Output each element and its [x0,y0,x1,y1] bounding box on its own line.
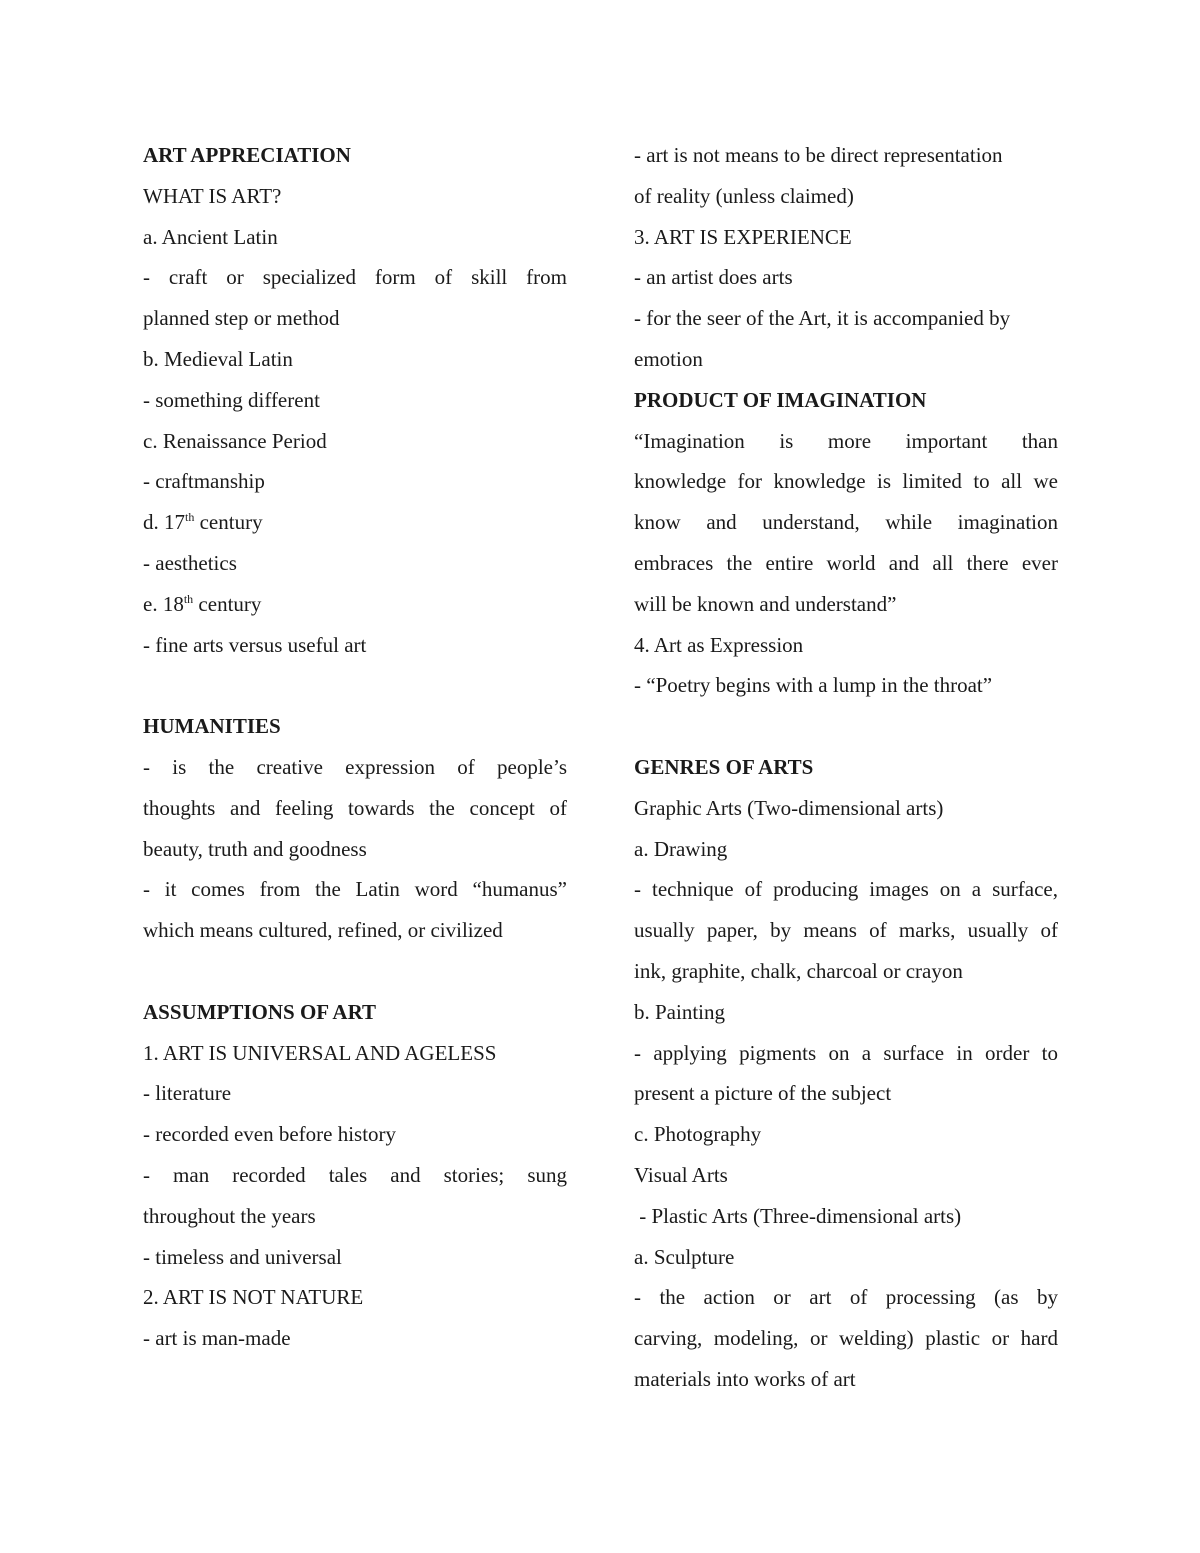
list-item-desc: usually paper, by means of marks, usually of [634,918,1058,943]
list-item: 4. Art as Expression [634,632,804,657]
quote-line: “Imagination is more important than [634,428,1058,453]
list-item-desc: - the action or art of processing (as by [634,1285,1058,1310]
section-heading: HUMANITIES [143,714,281,739]
list-item-desc: ink, graphite, chalk, charcoal or crayon [634,958,963,983]
list-item-desc: carving, modeling, or welding) plastic or hard [634,1326,1058,1351]
document-title: ART APPRECIATION [143,143,351,167]
list-item-desc: throughout the years [143,1203,316,1228]
list-item-text: century [194,510,263,535]
list-item-desc: - recorded even before history [143,1122,397,1147]
category-label: - Plastic Arts (Three-dimensional arts) [634,1203,962,1228]
spacer [634,706,1058,747]
list-item: a. Drawing [634,836,728,861]
left-column [143,135,567,1359]
list-item-desc: materials into works of art [634,1366,856,1391]
list-item: 3. ART IS EXPERIENCE [634,224,852,249]
superscript: th [185,510,195,525]
paragraph-line: - is the creative expression of people’s [143,754,567,779]
quote-line: embraces the entire world and all there ever [634,550,1058,575]
list-item-desc: - something different [143,387,320,412]
list-item-text: d. 17 [143,510,185,535]
paragraph-line: beauty, truth and goodness [143,836,367,861]
list-item: 1. ART IS UNIVERSAL AND AGELESS [143,1040,497,1065]
superscript: th [183,591,194,606]
list-item-desc: - fine arts versus useful art [143,632,367,657]
paragraph-line: thoughts and feeling towards the concept of [143,795,567,820]
list-item: c. Photography [634,1122,762,1147]
list-item-desc: - art is man-made [143,1326,291,1351]
list-item-desc: - for the seer of the Art, it is accompanied by [634,306,1011,331]
list-item-desc: - technique of producing images on a surface, [634,877,1058,902]
category-label: Visual Arts [634,1162,728,1187]
list-item-desc: - literature [143,1081,232,1106]
section-heading: GENRES OF ARTS [634,754,814,779]
list-item-desc: - “Poetry begins with a lump in the throat” [634,673,993,698]
section-heading: ASSUMPTIONS OF ART [143,999,377,1024]
list-item-desc: - applying pigments on a surface in order to [634,1040,1058,1065]
spacer [143,951,567,992]
list-item-desc: emotion [634,346,703,371]
list-item: b. Medieval Latin [143,346,293,371]
list-item [143,502,567,543]
list-item-desc: - craftmanship [143,469,265,494]
quote-line: will be known and understand” [634,591,897,616]
quote-line: know and understand, while imagination [634,510,1058,535]
list-item-desc: present a picture of the subject [634,1081,892,1106]
category-label: Graphic Arts (Two-dimensional arts) [634,795,944,820]
list-item-desc: - man recorded tales and stories; sung [143,1162,567,1187]
list-item-desc: - aesthetics [143,550,237,575]
section-subtitle: WHAT IS ART? [143,183,282,208]
list-item-desc: - art is not means to be direct representation [634,143,1003,167]
list-item: c. Renaissance Period [143,428,327,453]
list-item [143,584,567,625]
list-item: b. Painting [634,999,726,1024]
list-item: 2. ART IS NOT NATURE [143,1285,364,1310]
list-item: a. Sculpture [634,1244,735,1269]
list-item-desc: - craft or specialized form of skill from [143,265,567,290]
section-heading: PRODUCT OF IMAGINATION [634,387,927,412]
spacer [143,665,567,706]
list-item-desc: - timeless and universal [143,1244,342,1269]
right-column [634,135,1058,1400]
list-item: a. Ancient Latin [143,224,278,249]
quote-line: knowledge for knowledge is limited to all we [634,469,1058,494]
list-item-desc: of reality (unless claimed) [634,183,854,208]
paragraph-line: which means cultured, refined, or civilized [143,918,503,943]
list-item-desc: planned step or method [143,306,340,331]
list-item-desc: - an artist does arts [634,265,793,290]
list-item-text: century [193,591,262,616]
list-item-text: e. 18 [143,591,184,616]
paragraph-line: - it comes from the Latin word “humanus” [143,877,567,902]
